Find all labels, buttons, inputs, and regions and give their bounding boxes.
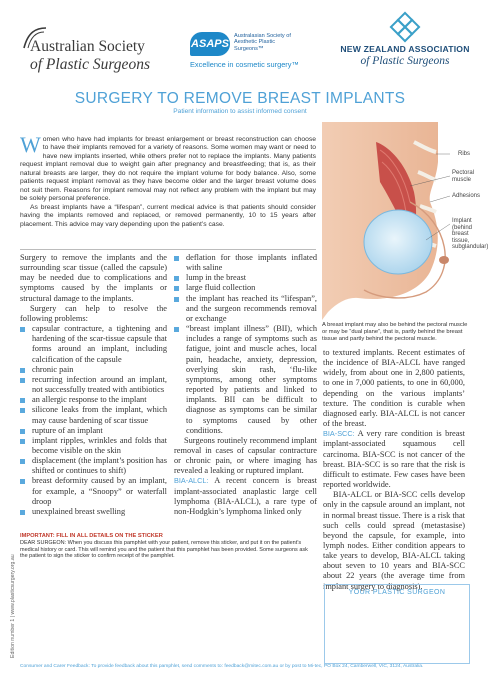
col3-paragraph-2-text: A very rare condition is breast implant-associated squamous cell carcinoma. BIA-SCC is not cancer of the breast. BIA-SCC is so rare that the risk is difficult to estimate. Few cases have been reported worldwide. — [323, 429, 465, 490]
page-title: SURGERY TO REMOVE BREAST IMPLANTS — [74, 90, 406, 107]
intro-text-1: omen who have had implants for breast enlargement or breast reconstruction can choose to have their implants removed for a variety of reasons. Some women may want or need to have new implants inserted, while others prefer not to replace the implants. Many patients request implant removal due to weight gain after pregnancy and breastfeeding; that is, as their natural breasts are larger, they do not require the implant volume for body balance. Also, some patients request implant removal as they have become older and the larger breast volume does not suit them. Reasons for implant removal may not reflect any problem with the implant but may be solely personal preference. — [20, 136, 316, 203]
nzaps-logo-line2: of Plastic Surgeons — [360, 55, 450, 67]
section-divider — [20, 249, 316, 250]
list-item: recurring infection around an implant, not successfully treated with antibiotics — [20, 375, 167, 395]
list-item: unexplained breast swelling — [20, 507, 167, 517]
drop-cap: W — [20, 132, 41, 157]
label-implant-3: breast — [452, 231, 469, 238]
label-implant-1: Implant — [452, 218, 472, 224]
intro-section — [20, 132, 316, 229]
asps-logo — [22, 24, 172, 73]
col3-paragraph-1: to textured implants. Recent estimates of the incidence of BIA-ALCL have ranged widely, from about one in 2,800 patients, to one in 7,000 patients, to one in 60,000, depending on the various implants’ texture. The condition is curable when diagnosed early. BIA-ALCL is not cancer of the breast. — [323, 348, 465, 429]
label-pectoral-2: muscle — [452, 176, 472, 183]
intro-paragraph-1 — [20, 132, 316, 204]
list-item: the implant has reached its “lifespan”, and the surgeon recommends removal or exchange — [174, 294, 317, 324]
list-item: chronic pain — [20, 365, 167, 375]
body-column-3 — [323, 348, 465, 592]
col2-paragraph-2-text: A recent concern is breast implant-associated anaplastic large cell lymphoma (BIA-ALCL), a rare type of non-Hodgkin’s lymphoma linked only — [174, 476, 317, 516]
nzaps-logo-line1: NEW ZEALAND ASSOCIATION — [340, 44, 470, 54]
illustration-caption: A breast implant may also be behind the pectoral muscle or may be “dual plane”, that is, partly behind the breast tissue and partly behind the pectoral muscle. — [322, 322, 468, 342]
list-item: silicone leaks from the implant, which may cause bardening of scar tissue — [20, 405, 167, 425]
asaps-logo — [190, 32, 330, 72]
asps-logo-line1: Australian Society — [30, 38, 145, 55]
list-item: displacement (the implant’s position has shifted or continues to shift) — [20, 456, 167, 476]
bia-alcl-lead: BIA-ALCL: — [174, 476, 209, 486]
bia-scc-lead: BIA-SCC: — [323, 429, 355, 439]
body-column-2 — [174, 253, 317, 517]
your-plastic-surgeon-box — [324, 584, 470, 664]
breast-anatomy-illustration — [318, 122, 488, 320]
col3-paragraph-3: BIA-ALCL or BIA-SCC cells develop only in the capsule around an implant, not in normal breast tissue. There is a risk that such cells could spread (metastasise) beyond the capsule, for example, into lymph nodes. Either condition appears to take years to develop, BIA-ALCL taking about seven to 10 years and BIA-SCC about 22 years (the average time from implant surgery to diagnosis). — [323, 490, 465, 591]
nzaps-knot-icon — [392, 14, 418, 40]
edition-text: Edition number 1 | www.plasticsurgery.org.au — [10, 554, 16, 658]
label-adhesions: Adhesions — [452, 193, 481, 199]
problems-list-continued — [174, 253, 317, 436]
surgeon-box-header: YOUR PLASTIC SURGEON — [348, 589, 446, 596]
label-ribs: Ribs — [458, 151, 471, 157]
list-item: rupture of an implant — [20, 426, 167, 436]
col1-paragraph-1: Surgery to remove the implants and the surrounding scar tissue (called the capsule) may be needed due to complications and symptoms caused by the implants or structural damage to the implants. — [20, 253, 167, 303]
col3-paragraph-2 — [323, 429, 465, 490]
list-item: capsular contracture, a tightening and hardening of the scar-tissue capsule that forms around an implant, including calcification of the capsule — [20, 324, 167, 365]
col2-paragraph-2 — [174, 476, 317, 517]
asps-logo-line2: of Plastic Surgeons — [30, 56, 150, 73]
asaps-name: Australasian Society of Aesthetic Plastic Surgeons™ — [234, 33, 291, 52]
edition-side-text — [2, 528, 16, 658]
label-implant-4: tissue, — [452, 237, 470, 244]
intro-paragraph-2: As breast implants have a “lifespan”, current medical advice is that patients should consider having the implants removed and replaced, or removed permanently, 10 to 15 years after placement. This advice may vary depending upon the patient’s case. — [20, 203, 316, 228]
label-pectoral-1: Pectoral — [452, 170, 475, 176]
list-item: breast deformity caused by an implant, for example, a “Snoopy” or waterfall droop — [20, 476, 167, 506]
list-item: “breast implant illness” (BII), which includes a range of symptoms such as fatigue, joint and muscle aches, local pain, headache, anxiety, depression, overlying skin rash, ‘flu-like symptoms, among other symptoms reported by patients and linked to implants. BII can be difficult to diagnose as symptoms can be similar to symptoms caused by other conditions. — [174, 324, 317, 436]
list-item: deflation for those implants inflated with saline — [174, 253, 317, 273]
page-subtitle: Patient information to assist informed consent — [173, 108, 307, 115]
feedback-footer: Consumer and Carer Feedback: To provide feedback about this pamphlet, send comments to: feedback@mitec.com.au or by post to Mi-tec, PO Box 24, Camberwell, VIC, 3124, Australia. — [20, 664, 424, 669]
label-implant-5: subglandular) — [452, 244, 488, 251]
sticker-heading: IMPORTANT: FILL IN ALL DETAILS ON THE STICKER — [20, 533, 163, 539]
list-item: lump in the breast — [174, 273, 317, 283]
col2-paragraph-1: Surgeons routinely recommend implant removal in cases of capsular contracture or chronic pain, or where imaging has revealed a leaking or ruptured implant. — [174, 435, 317, 476]
col1-paragraph-2: Surgery can help to resolve the following problems: — [20, 303, 167, 323]
list-item: large fluid collection — [174, 283, 317, 293]
problems-list — [20, 324, 167, 517]
list-item: implant ripples, wrinkles and folds that become visible on the skin — [20, 436, 167, 456]
list-item: an allergic response to the implant — [20, 395, 167, 405]
sticker-notice — [20, 533, 317, 573]
sticker-body: DEAR SURGEON: When you discuss this pamphlet with your patient, remove this sticker, and put it on the patient’s medical history or card. This will remind you and the patient that this pamphlet has been provided. Some surgeons ask the patient to sign the sticker to confirm receipt of the pamphlet. — [20, 540, 308, 560]
asaps-badge: ASAPS — [190, 32, 230, 56]
nzaps-logo — [340, 14, 470, 74]
label-implant-2: (behind — [452, 224, 473, 231]
body-column-1 — [20, 253, 167, 517]
asaps-tagline: Excellence in cosmetic surgery™ — [190, 60, 299, 69]
